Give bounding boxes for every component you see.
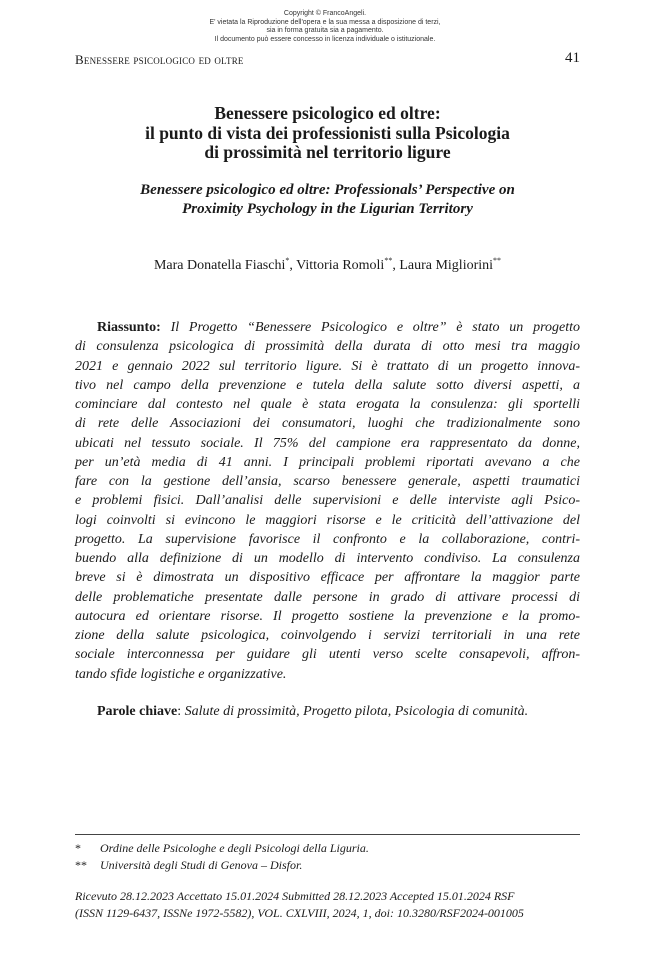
keywords — [97, 704, 580, 720]
abstract-line: zione della salute psicologica, coinvolgendo i servizi territoriali in una rete — [75, 628, 580, 643]
footnote-text: Università degli Studi di Genova – Disfor. — [100, 858, 303, 872]
footnote-mark: ** — [75, 858, 87, 872]
article-subtitle — [75, 181, 580, 219]
abstract-line: di rete delle Associazioni dei consumatori, luoghi che tradizionalmente sono — [75, 416, 580, 432]
footnote-divider — [75, 834, 580, 835]
copyright-notice — [0, 10, 650, 44]
abstract-text: Il Progetto “Benessere Psicologico e oltre” è stato un progetto — [160, 320, 580, 335]
copyright-line: E' vietata la Riproduzione dell'opera e la sua messa a disposizione di terzi, — [209, 18, 441, 26]
running-head-title — [75, 52, 244, 68]
title-line: Benessere psicologico ed oltre: — [214, 103, 441, 123]
abstract-line: tivo nel campo della prevenzione e tutela della salute sotto diversi aspetti, a — [75, 377, 580, 393]
author-affiliation-mark: ** — [384, 256, 393, 265]
abstract-label: Riassunto: — [97, 320, 161, 335]
author-list — [75, 258, 580, 274]
abstract-line: e problemi fisici. Dall’analisi delle supervisioni e delle interviste agli Psico- — [75, 493, 580, 509]
abstract-line: 2021 e gennaio 2022 sul territorio ligure. Si è trattato di un progetto innova- — [75, 358, 580, 374]
copyright-line: Copyright © FrancoAngeli. — [283, 10, 367, 17]
footnote-mark: * — [75, 841, 81, 855]
abstract-line: breve si è dimostrata un dispositivo efficace per affrontare la maggior parte — [75, 570, 580, 586]
abstract-line: logi coinvolti si evincono le maggiori risorse e le criticità dell’attivazione del — [75, 512, 580, 528]
author-separator: , — [289, 258, 297, 273]
abstract-line: di consulenza psicologica di prossimità della durata di otto mesi tra maggio — [75, 339, 580, 355]
abstract-line: sociale interconnessa per guidare gli utenti verso scelte consapevoli, affron- — [75, 647, 580, 663]
abstract-line: cominciare dal contesto nel quale è stata erogata la consulenza: gli sportelli — [75, 397, 580, 412]
keywords-label: Parole chiave — [97, 704, 178, 719]
abstract — [75, 318, 580, 684]
copyright-line: sia in forma gratuita sia a pagamento. — [266, 27, 384, 35]
author-affiliation-mark: * — [285, 256, 290, 265]
author-name: Mara Donatella Fiaschi — [153, 258, 286, 273]
abstract-line: tando sfide logistiche e organizzative. — [75, 666, 287, 682]
copyright-line: Il documento può essere concesso in licenza individuale o istituzionale. — [214, 35, 436, 43]
abstract-line: progetto. La supervisione favorisce il confronto e la collaborazione, contri- — [75, 531, 580, 547]
page-number: 41 — [565, 50, 580, 66]
author-name: Vittoria Romoli — [296, 258, 385, 273]
abstract-line: delle problematiche presentate dalle persone in grado di attivare processi di — [75, 589, 580, 605]
subtitle-line: Benessere psicologico ed oltre: Professionals’ Perspective on — [140, 182, 515, 198]
abstract-line: fare con la gestione dell’ansia, scarso benessere generale, aspetti traumatici — [75, 474, 580, 489]
footnote — [75, 857, 580, 874]
received-line: Ricevuto 28.12.2023 Accettato 15.01.2024 Submitted 28.12.2023 Accepted 15.01.2024 RSF — [75, 889, 515, 903]
abstract-line — [75, 318, 580, 337]
subtitle-line: Proximity Psychology in the Ligurian Territory — [182, 201, 473, 217]
footnote — [75, 840, 580, 857]
footnotes — [75, 840, 580, 874]
abstract-line: buendo alla definizione di un modello di intervento condiviso. La consulenza — [75, 551, 580, 566]
author-name: Laura Migliorini — [399, 258, 494, 273]
abstract-line: per un’età media di 41 anni. I principali problemi riportati avevano a che — [75, 454, 580, 470]
footnote-text: Ordine delle Psicologhe e degli Psicologi della Liguria. — [100, 841, 369, 855]
abstract-line: autocura ed orientare risorse. Il progetto sostiene la prevenzione e la promo- — [75, 608, 580, 624]
abstract-line: ubicati nel tessuto sociale. Il 75% del campione era rappresentato da donne, — [75, 435, 580, 451]
article-title — [75, 104, 580, 163]
keywords-text: Salute di prossimità, Progetto pilota, Psicologia di comunità. — [184, 704, 529, 719]
received-info — [75, 888, 580, 921]
author-affiliation-mark: ** — [493, 256, 502, 265]
received-line: (ISSN 1129-6437, ISSNe 1972-5582), VOL. CXLVIII, 2024, 1, doi: 10.3280/RSF2024-001005 — [75, 905, 524, 920]
running-head — [75, 52, 580, 68]
title-line: di prossimità nel territorio ligure — [204, 142, 451, 162]
keywords-colon: : — [177, 704, 185, 719]
title-line: il punto di vista dei professionisti sulla Psicologia — [145, 122, 510, 143]
author-separator: , — [392, 258, 400, 273]
running-head-title-text: Benessere psicologico ed oltre — [75, 52, 244, 67]
